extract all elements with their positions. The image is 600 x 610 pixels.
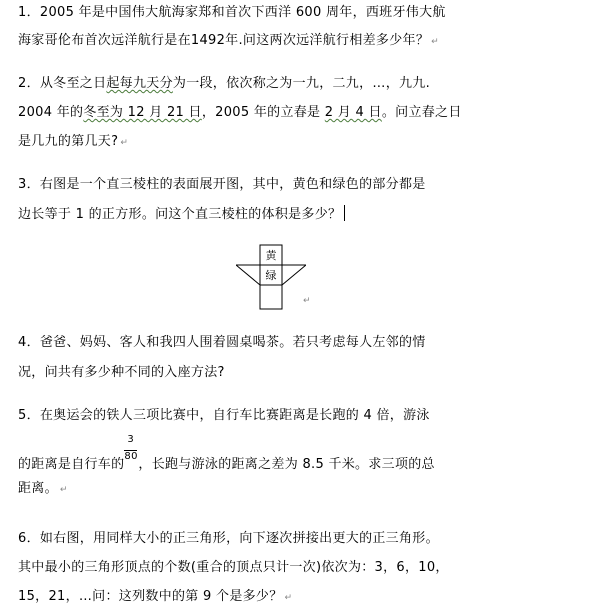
paragraph-mark-icon: ↵ xyxy=(431,37,439,47)
problem-5-text-1: 5．在奥运会的铁人三项比赛中，自行车比赛距离是长跑的 4 倍，游泳 xyxy=(18,408,430,423)
fraction-numerator: 3 xyxy=(127,434,135,445)
problem-2-text-2d: 2 月 4 日 xyxy=(324,105,382,120)
fraction-denominator: 80 xyxy=(124,451,138,462)
problem-6-line-2 xyxy=(18,559,449,577)
problem-5-text-2a: 的距离是自行车的 xyxy=(18,457,125,472)
problem-6-line-1 xyxy=(18,530,439,548)
paragraph-mark-icon: ↵ xyxy=(284,593,293,603)
problem-3-text-2: 边长等于 1 的正方形。问这个直三棱柱的体积是多少？ xyxy=(18,207,342,222)
prism-net-figure xyxy=(236,244,306,310)
problem-5-line-3 xyxy=(18,480,68,499)
yellow-label: 黄 xyxy=(265,249,277,262)
problem-1-line-2 xyxy=(18,32,439,51)
problem-2-text-2a: 2004 年的 xyxy=(18,105,84,120)
paragraph-mark-icon: ↵ xyxy=(303,296,311,306)
problem-2-text-1a: 2．从冬至之日 xyxy=(18,76,107,91)
problem-2-text-3: 是几九的第几天? xyxy=(18,134,119,149)
fraction xyxy=(124,434,138,468)
problem-4-text-1: 4．爸爸、妈妈、客人和我四人围着圆桌喝茶。若只考虑每人左邻的情 xyxy=(18,335,426,350)
paragraph-mark-icon: ↵ xyxy=(59,485,68,495)
problem-3-line-2 xyxy=(18,205,345,224)
problem-2-text-2c: ，2005 年的立春是 xyxy=(201,105,325,120)
problem-5-line-2 xyxy=(18,434,435,474)
problem-2-text-2e: 。问立春之日 xyxy=(381,105,462,120)
problem-3-text-1: 3．右图是一个直三棱柱的表面展开图，其中，黄色和绿色的部分都是 xyxy=(18,177,426,192)
problem-5-line-1 xyxy=(18,407,430,425)
problem-1-line-1 xyxy=(18,4,446,22)
problem-2-text-1b: 起每九天分 xyxy=(106,76,173,91)
problem-4-text-2: 况，问共有多少种不同的入座方法? xyxy=(18,365,225,380)
problem-2-text-2b: 冬至为 12 月 21 日 xyxy=(83,105,202,120)
problem-2-line-3 xyxy=(18,133,128,152)
text-cursor xyxy=(344,205,345,221)
paragraph-mark-icon: ↵ xyxy=(120,138,129,148)
problem-2-text-1c: 为一段，依次称之为一九，二九，…，九九. xyxy=(172,76,431,91)
problem-5-text-3: 距离。 xyxy=(18,481,58,496)
problem-4-line-2 xyxy=(18,364,225,382)
problem-3-line-1 xyxy=(18,176,426,194)
problem-2-line-2 xyxy=(18,104,462,122)
problem-1-text-2: 海家哥伦布首次远洋航行是在1492年.问这两次远洋航行相差多少年？ xyxy=(18,33,430,48)
problem-6-line-3 xyxy=(18,588,292,607)
problem-2-line-1 xyxy=(18,75,430,93)
green-label: 绿 xyxy=(265,269,277,282)
problem-6-text-3: 15，21，…问：这列数中的第 9 个是多少？ xyxy=(18,589,283,604)
problem-5-text-2b: ，长跑与游泳的距离之差为 8.5 千米。求三项的总 xyxy=(138,457,435,472)
problem-6-text-2: 其中最小的三角形顶点的个数(重合的顶点只计一次)依次为：3，6，10， xyxy=(18,560,449,575)
problem-1-text-1: 1．2005 年是中国伟大航海家郑和首次下西洋 600 周年，西班牙伟大航 xyxy=(18,5,446,20)
problem-6-text-1: 6．如右图，用同样大小的正三角形，向下逐次拼接出更大的正三角形。 xyxy=(18,531,439,546)
bottom-rectangle xyxy=(260,285,282,309)
problem-4-line-1 xyxy=(18,334,426,352)
